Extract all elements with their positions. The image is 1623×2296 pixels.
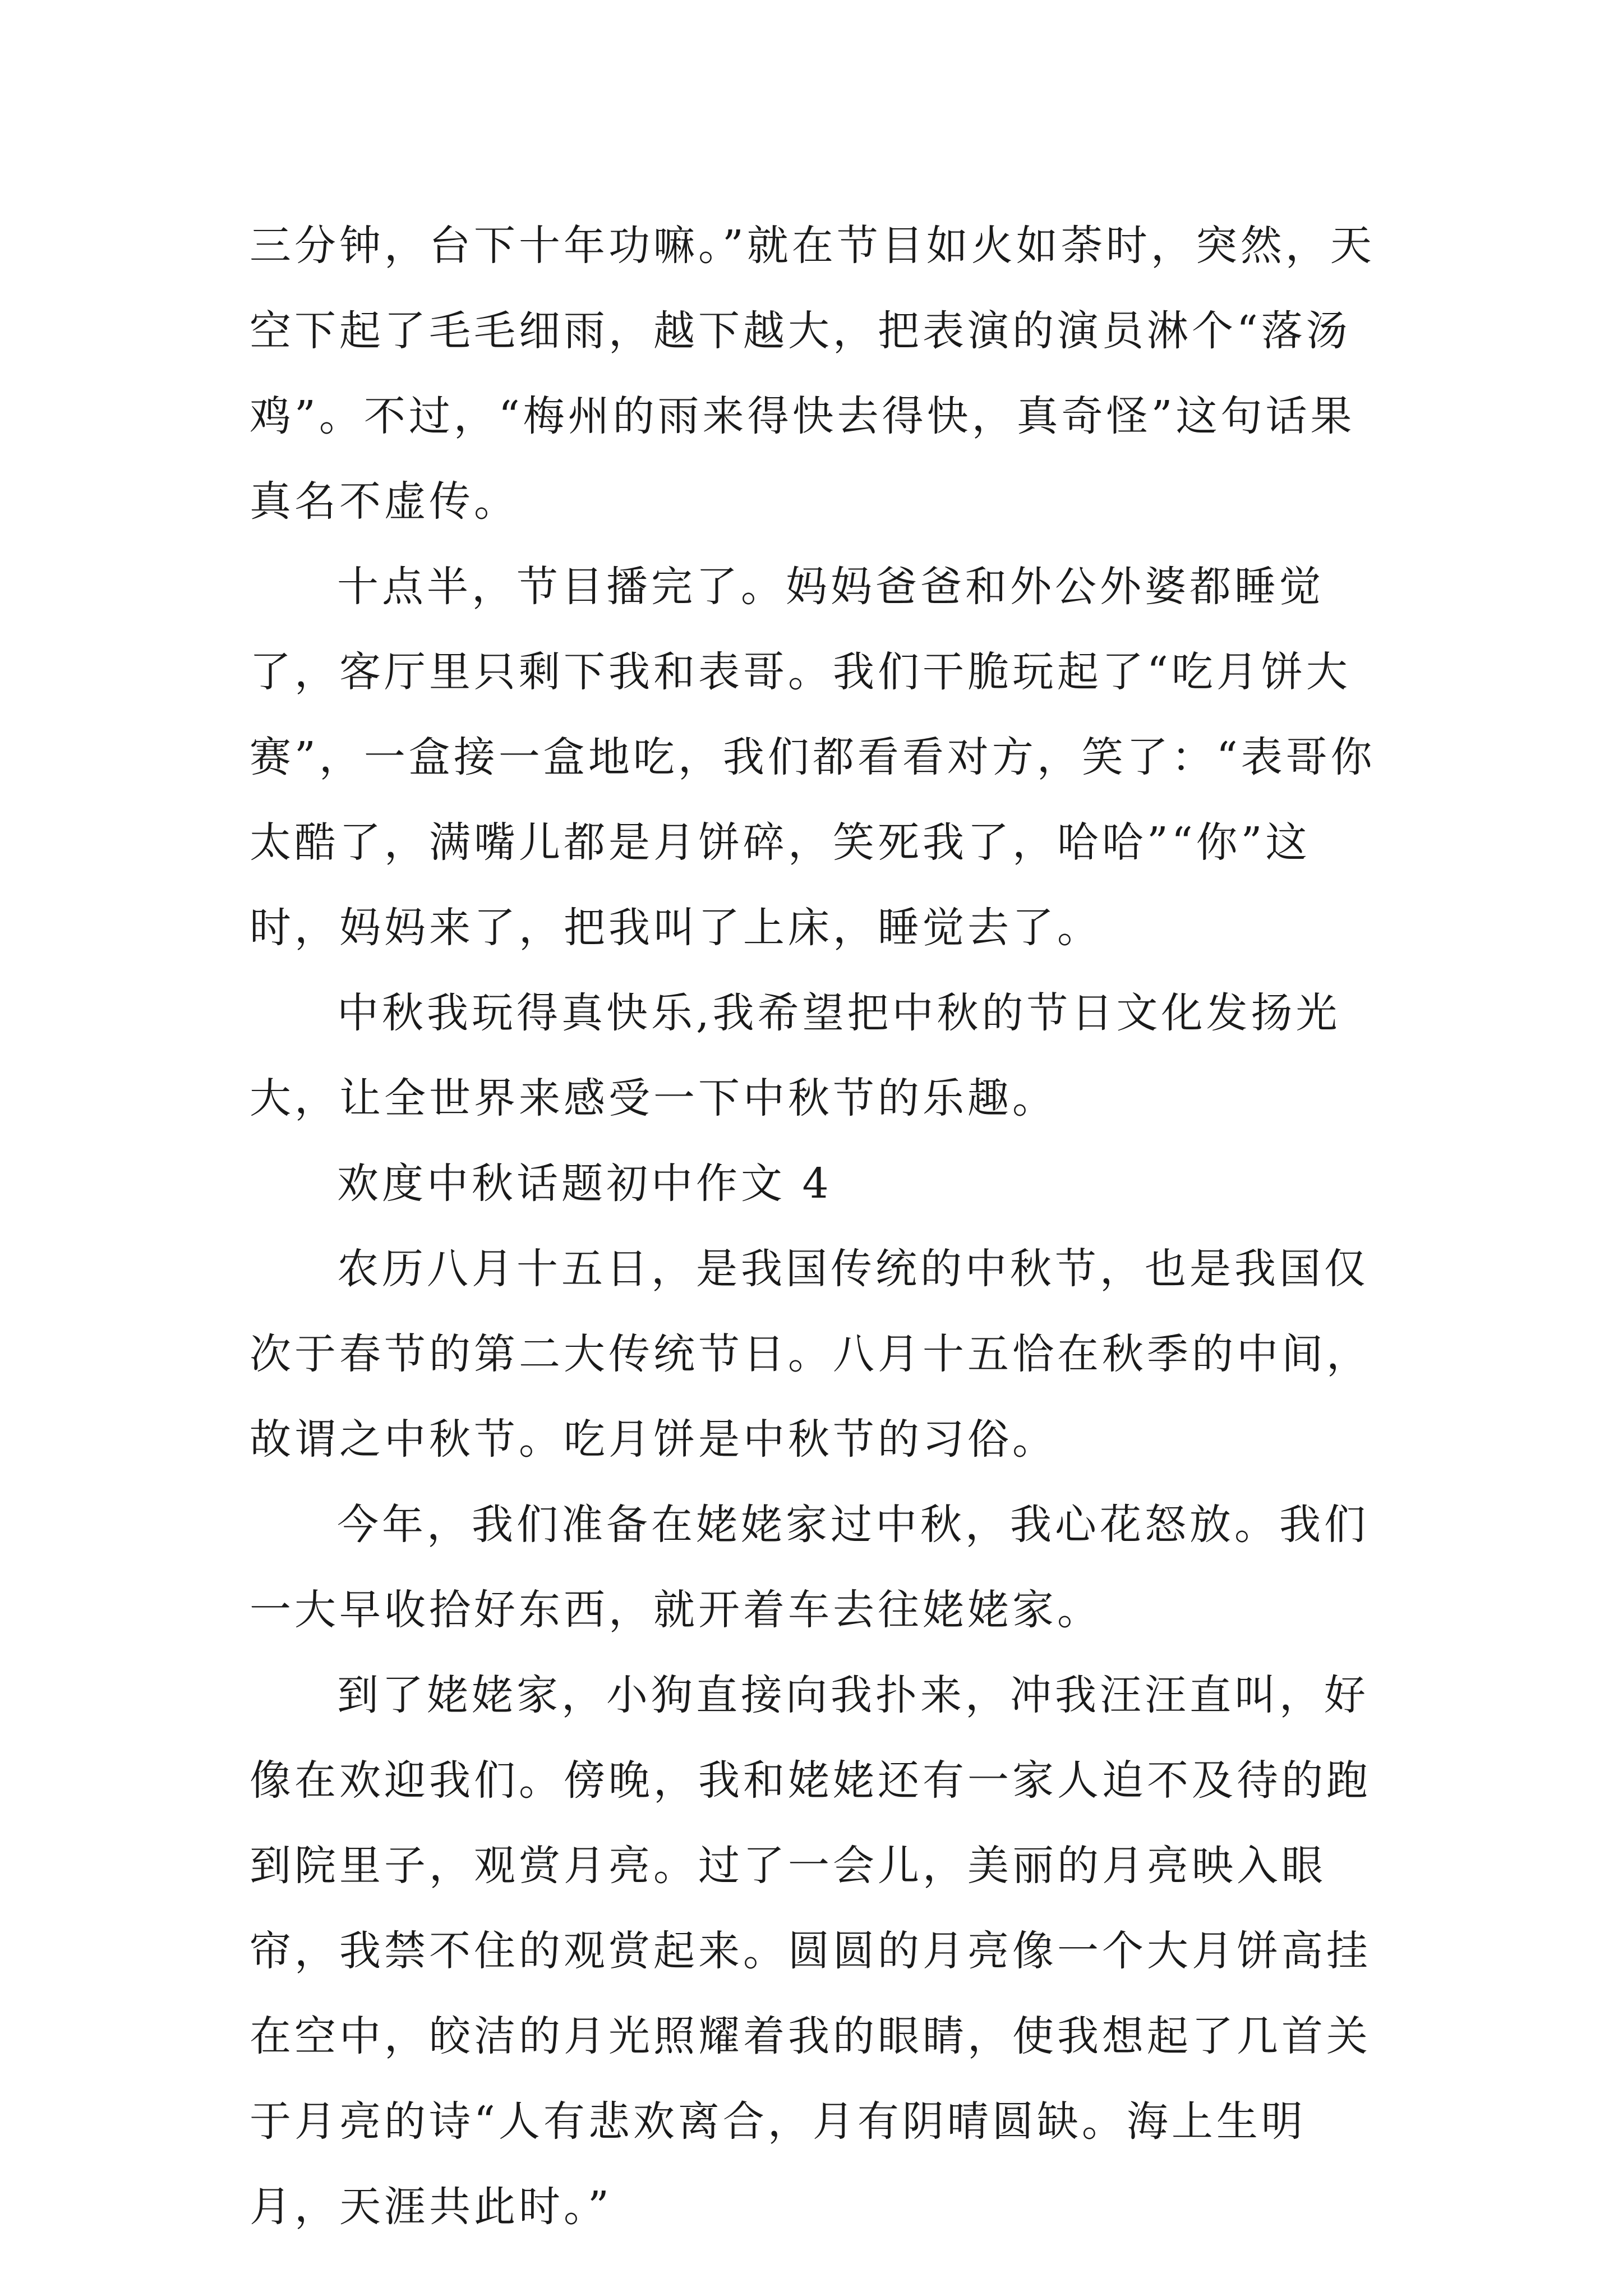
section-heading: 欢度中秋话题初中作文 4 (337, 1159, 832, 1208)
document-body (250, 203, 1388, 2249)
paragraph-6: 到了姥姥家，小狗直接向我扑来，冲我汪汪直叫，好像在欢迎我们。傍晚，我和姥姥还有一家人迫不及待的跑到院里子，观赏月亮。过了一会儿，美丽的月亮映入眼帘，我禁不住的观赏起来。圆圆的月亮像一个大月饼高挂在空中，皎洁的月光照耀着我的眼睛，使我想起了几首关于月亮的诗“人有悲欢离合，月有阴晴圆缺。海上生明月，天涯共此时。” (250, 1671, 1371, 2231)
paragraph-5: 今年，我们准备在姥姥家过中秋，我心花怒放。我们一大早收拾好东西，就开着车去往姥姥家。 (250, 1501, 1369, 1634)
paragraph-2: 十点半，节目播完了。妈妈爸爸和外公外婆都睡觉了，客厅里只剩下我和表哥。我们干脆玩起了“吃月饼大赛”，一盒接一盒地吃，我们都看看对方，笑了：“表哥你太酷了，满嘴儿都是月饼碎，笑死我了，哈哈”“你”这时，妈妈来了，把我叫了上床，睡觉去了。 (250, 563, 1376, 952)
paragraph-1: 三分钟，台下十年功嘛。”就在节目如火如荼时，突然，天空下起了毛毛细雨，越下越大，把表演的演员淋个“落汤鸡”。不过，“梅州的雨来得快去得快，真奇怪”这句话果真名不虚传。 (250, 222, 1375, 526)
paragraph-4: 农历八月十五日，是我国传统的中秋节，也是我国仅次于春节的第二大传统节日。八月十五恰在秋季的中间，故谓之中秋节。吃月饼是中秋节的习俗。 (250, 1245, 1371, 1464)
paragraph-3: 中秋我玩得真快乐,我希望把中秋的节日文化发扬光大，让全世界来感受一下中秋节的乐趣。 (250, 989, 1341, 1122)
